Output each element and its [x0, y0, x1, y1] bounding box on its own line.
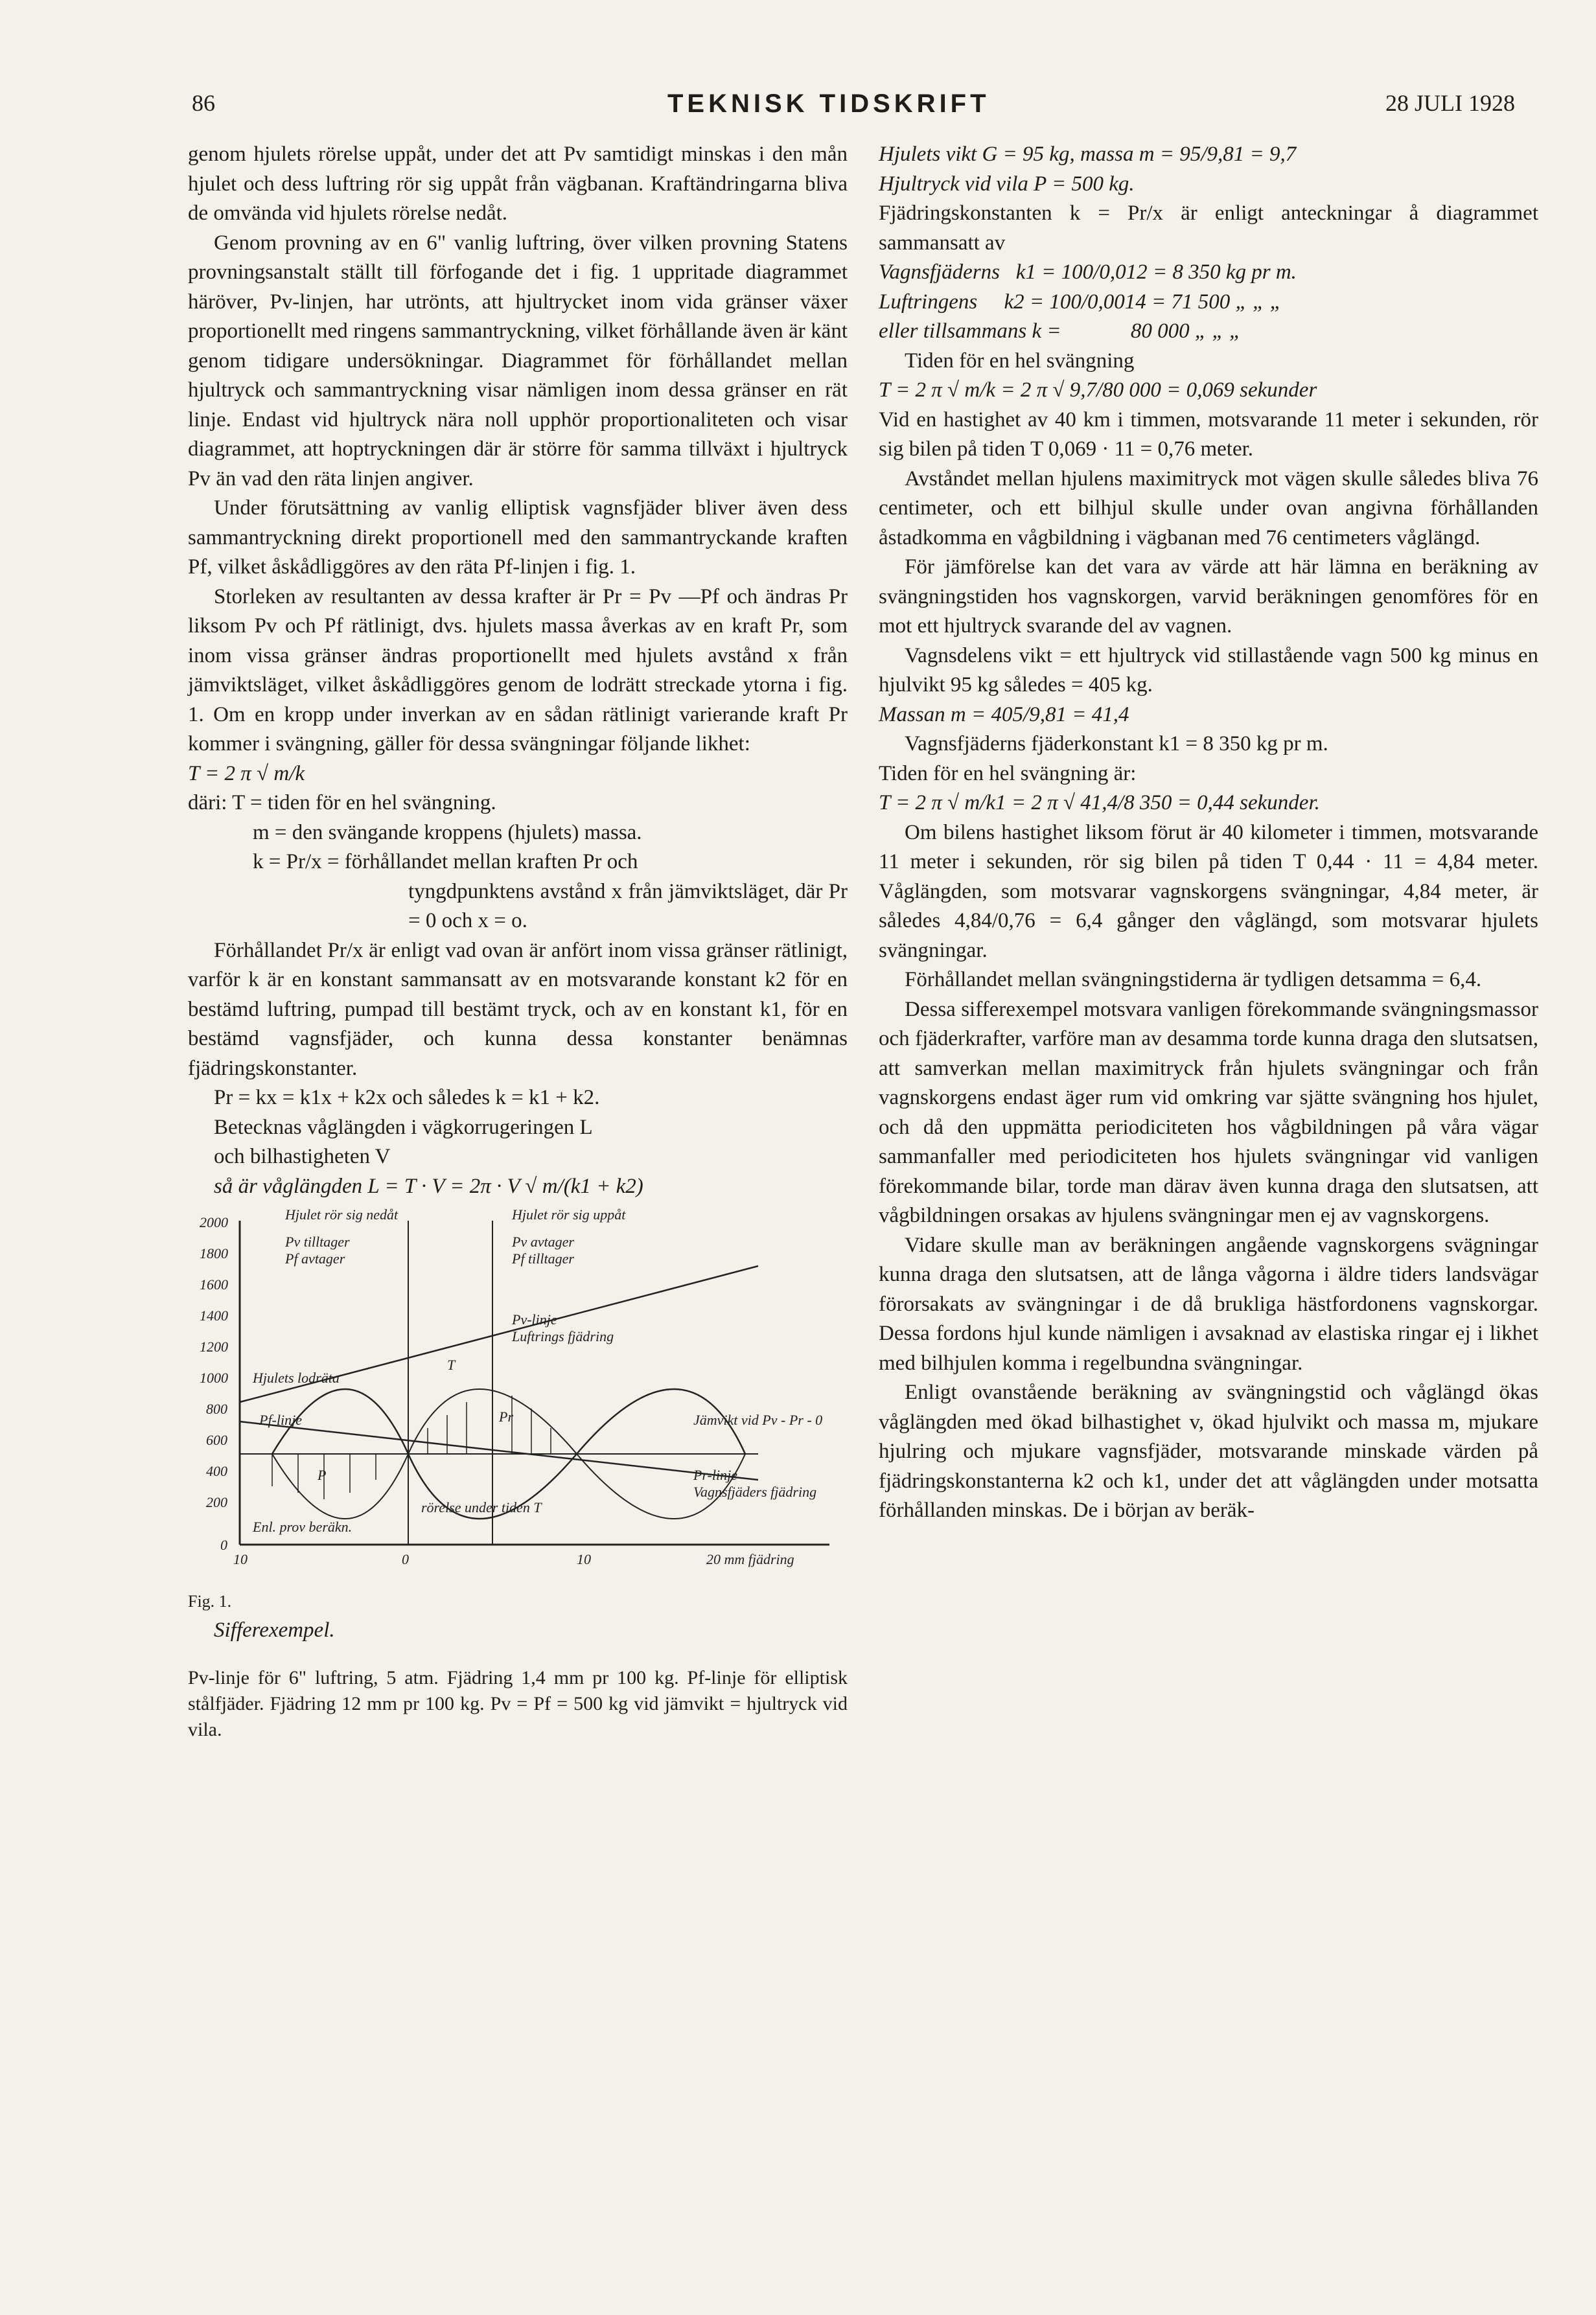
diagram-label: Pr-linje — [693, 1467, 737, 1483]
sifferexempel-title: Sifferexempel. — [214, 1618, 335, 1642]
formula-period-wheel: T = 2 π √ m/k = 2 π √ 9,7/80 000 = 0,069 sekunder — [879, 378, 1317, 402]
y-tick: 1400 — [200, 1307, 228, 1324]
figure-1 — [188, 1208, 848, 1661]
formula-line: Luftringens k2 = 100/0,0014 = 71 500 „ „ „ — [879, 290, 1282, 314]
y-tick: 1200 — [200, 1339, 228, 1355]
paragraph: Storleken av resultanten av dessa krafter är Pr = Pv —Pf och ändras Pr liksom Pv och Pf rätlinigt, dvs. hjulets massa åverkas av en kraft Pr, som inom vissa gränser ändras proportionellt med hjulets avstånd x från jämviktsläget, vilket åskådliggöres genom de lodrätt streckade ytorna i fig. 1. Om en kropp under inverkan av en sådan rätlinigt varierande kraft Pr kommer i svängning, gäller för dessa svängningar följande likhet: — [188, 584, 848, 755]
formula-period: T = 2 π √ m/k — [188, 761, 305, 785]
paragraph: Vagnsdelens vikt = ett hjultryck vid stillastående vagn 500 kg minus en hjulvikt 95 kg således = 405 kg. — [879, 643, 1538, 697]
diagram-label: Luftrings fjädring — [512, 1328, 614, 1344]
diagram-label: Pf avtager — [285, 1250, 345, 1267]
y-tick: 600 — [206, 1432, 227, 1448]
diagram-label: T — [447, 1357, 456, 1373]
paragraph: Dessa sifferexempel motsvara vanligen förekommande svängningsmassor och fjäderkrafter, varföre man av desamma torde kunna draga den slutsatsen, att samverkan mellan maximitryck från hjulets svängningar och från vagnskorgens endast äger rum vid omkring var sjätte svängning hos hjulet, och då den uppmätta periodiciteten hos vågbildningen på våra vägar sammanfaller med periodiciteten hos hjulets svängningar vid vanligen förekommande bilar, torde man därav även kunna draga den slutsatsen, att vågbildningen orsakas av hjulens svängningar men ej av vagnskorgens. — [879, 997, 1538, 1227]
diagram-label: Pf tilltager — [512, 1250, 574, 1267]
y-tick: 200 — [206, 1494, 227, 1510]
diagram-label: Vagnsfjäders fjädring — [693, 1484, 817, 1500]
paragraph: Vid en hastighet av 40 km i timmen, motsvarande 11 meter i sekunden, rör sig bilen på tiden T 0,069 · 11 = 0,76 meter. — [879, 408, 1538, 461]
diagram-label: Hjulets lodräta — [253, 1370, 340, 1386]
paragraph: Avståndet mellan hjulens maximitryck mot vägen skulle således bliva 76 centimeter, och ett bilhjul skulle under ovan angivna förhållanden åstadkomma en vågbildning i vägbanan med 76 centimeters våglängd. — [879, 466, 1538, 549]
formula-line: Pr = kx = k1x + k2x och således k = k1 + k2. — [214, 1086, 600, 1109]
issue-date: 28 JULI 1928 — [1385, 90, 1515, 116]
y-tick: 2000 — [200, 1214, 228, 1230]
definition-line: m = den svängande kroppens (hjulets) massa. — [253, 820, 642, 844]
paragraph: och bilhastigheten V — [214, 1145, 391, 1168]
diagram-label: P — [318, 1467, 327, 1483]
diagram-label: Hjulet rör sig uppåt — [512, 1208, 626, 1223]
diagram-label: Pr — [499, 1409, 513, 1425]
y-tick: 0 — [220, 1537, 227, 1553]
x-tick: 10 — [233, 1551, 248, 1567]
paragraph: För jämförelse kan det vara av värde att här lämna en beräkning av svängningstiden hos vagnskorgen, varvid beräkningen genomföres för en mot ett hjultryck svarande del av vagnen. — [879, 555, 1538, 638]
journal-title: TEKNISK TIDSKRIFT — [667, 89, 990, 118]
definition-line: tyngdpunktens avstånd x från jämviktsläget, där Pr = 0 och x = o. — [408, 879, 848, 932]
formula-line: Hjultryck vid vila P = 500 kg. — [879, 172, 1135, 196]
x-tick: 20 mm fjädring — [706, 1551, 794, 1567]
paragraph: Vidare skulle man av beräkningen angående vagnskorgens svägningar kunna draga den slutsatsen, att de långa vågorna i äldre tiders landsvägar förorsakats av svängningar i de då brukliga hästfordonens vagnskorgar. Dessa fordons hjul kunde nämligen i avsaknad av elastiska ringar ej i likhet med bilhjulen komma i regelbundna svängningar. — [879, 1233, 1538, 1375]
paragraph: Genom provning av en 6" vanlig luftring, över vilken provning Statens provningsanstalt ställt till förfogande det i fig. 1 uppritade diagrammet häröver, Pv-linjen, har utrönts, att hjultrycket inom vida gränser växer proportionellt med ringens sammantryckning, vilket förhållande även är känt genom tidigare undersökningar. Diagrammet för förhållandet mellan hjultryck och sammantryckning visar nämligen inom dessa gränser en rät linje. Endast vid hjultryck nära noll upphör proportionaliteten och visar diagrammet, att hoptryckningen där är större för samma tillväxt i hjultryck Pv än vad den räta linjen angiver. — [188, 231, 848, 490]
paragraph: Under förutsättning av vanlig elliptisk vagnsfjäder bliver även dess sammantryckning direkt proportionell med den sammantryckande kraften Pf, vilket åskådliggöres av den räta Pf-linjen i fig. 1. — [188, 496, 848, 579]
paragraph: Om bilens hastighet liksom förut är 40 kilometer i timmen, motsvarande 11 meter i sekunden, rör sig bilen på tiden T 0,44 · 11 = 4,84 meter. Våglängden, som motsvarar vagnskorgens svängningar, 4,84 meter, är således 4,84/0,76 = 6,4 gånger den våglängd, som motsvarar hjulets svängningar. — [879, 820, 1538, 962]
page-number: 86 — [192, 90, 215, 116]
right-column — [879, 140, 1538, 1526]
diagram-label: Jämvikt vid Pv - Pr - 0 — [693, 1412, 823, 1428]
y-tick: 1600 — [200, 1276, 228, 1293]
paragraph: Vagnsfjäderns fjäderkonstant k1 = 8 350 kg pr m. — [905, 732, 1328, 755]
formula-line: eller tillsammans k = 80 000 „ „ „ — [879, 319, 1242, 343]
formula-line: Massan m = 405/9,81 = 41,4 — [879, 702, 1129, 726]
formula-line: Vagnsfjäderns k1 = 100/0,012 = 8 350 kg pr m. — [879, 260, 1297, 284]
sifferexempel-text: Pv-linje för 6" luftring, 5 atm. Fjädring 1,4 mm pr 100 kg. Pf-linje för elliptisk stålfjäder. Fjädring 12 mm pr 100 kg. Pv = Pf = 500 kg vid jämvikt = hjultryck vid vila. — [188, 1667, 848, 1740]
paragraph: Tiden för en hel svängning är: — [879, 761, 1137, 785]
definition-line: däri: T = tiden för en hel svängning. — [188, 791, 496, 814]
y-tick: 400 — [206, 1463, 227, 1479]
definition-line: k = Pr/x = förhållandet mellan kraften Pr och — [253, 850, 638, 873]
paragraph: Enligt ovanstående beräkning av svängningstid och våglängd ökas våglängden med ökad bilhastighet v, ökad hjulvikt och massa m, mjukare hjulring och mjukare vagnsfjäder, motsvarande minskade värden på fjädringskonstanterna k2 och k1, under det att våglängden under motsatta förhållanden minskas. De i början av beräk- — [879, 1381, 1538, 1522]
diagram-label: Enl. prov beräkn. — [253, 1519, 353, 1535]
y-tick: 1000 — [200, 1370, 228, 1386]
diagram-label: rörelse under tiden T — [421, 1499, 542, 1515]
diagram — [188, 1208, 848, 1571]
paragraph: genom hjulets rörelse uppåt, under det att Pv samtidigt minskas i den mån hjulet och dess luftring rör sig uppåt från vägbanan. Kraftändringarna bliva de omvända vid hjulets rörelse nedåt. — [188, 143, 848, 225]
diagram-label: Pv tilltager — [285, 1234, 350, 1250]
paragraph: Tiden för en hel svängning — [905, 349, 1135, 373]
x-tick: 10 — [577, 1551, 591, 1567]
paragraph: Betecknas våglängden i vägkorrugeringen L — [214, 1115, 593, 1139]
figure-caption: Fig. 1. — [188, 1592, 232, 1611]
formula-wavelength: så är våglängden L = T · V = 2π · V √ m/(k1 + k2) — [214, 1174, 643, 1198]
y-tick: 1800 — [200, 1245, 228, 1261]
x-tick: 0 — [402, 1551, 409, 1567]
y-tick: 800 — [206, 1401, 227, 1417]
paragraph: Förhållandet Pr/x är enligt vad ovan är anfört inom vissa gränser rätlinigt, varför k är en konstant sammansatt av en motsvarande konstant k2 för en bestämd luftring, pumpad till bestämt tryck, och av en konstant k1, för en bestämd vagnsfjäder, och kunna dessa konstanter benämnas fjädringskonstanter. — [188, 938, 848, 1080]
paragraph: Fjädringskonstanten k = Pr/x är enligt anteckningar å diagrammet sammansatt av — [879, 202, 1538, 255]
paragraph: Förhållandet mellan svängningstiderna är tydligen detsamma = 6,4. — [905, 968, 1482, 991]
diagram-label: Pv avtager — [512, 1234, 574, 1250]
formula-period-body: T = 2 π √ m/k1 = 2 π √ 41,4/8 350 = 0,44 sekunder. — [879, 791, 1320, 814]
diagram-label: Pf-linje — [259, 1412, 302, 1428]
formula-line: Hjulets vikt G = 95 kg, massa m = 95/9,81 = 9,7 — [879, 143, 1297, 166]
diagram-label: Hjulet rör sig nedåt — [285, 1208, 399, 1223]
left-column — [188, 140, 848, 1743]
diagram-label: Pv-linje — [512, 1311, 557, 1328]
